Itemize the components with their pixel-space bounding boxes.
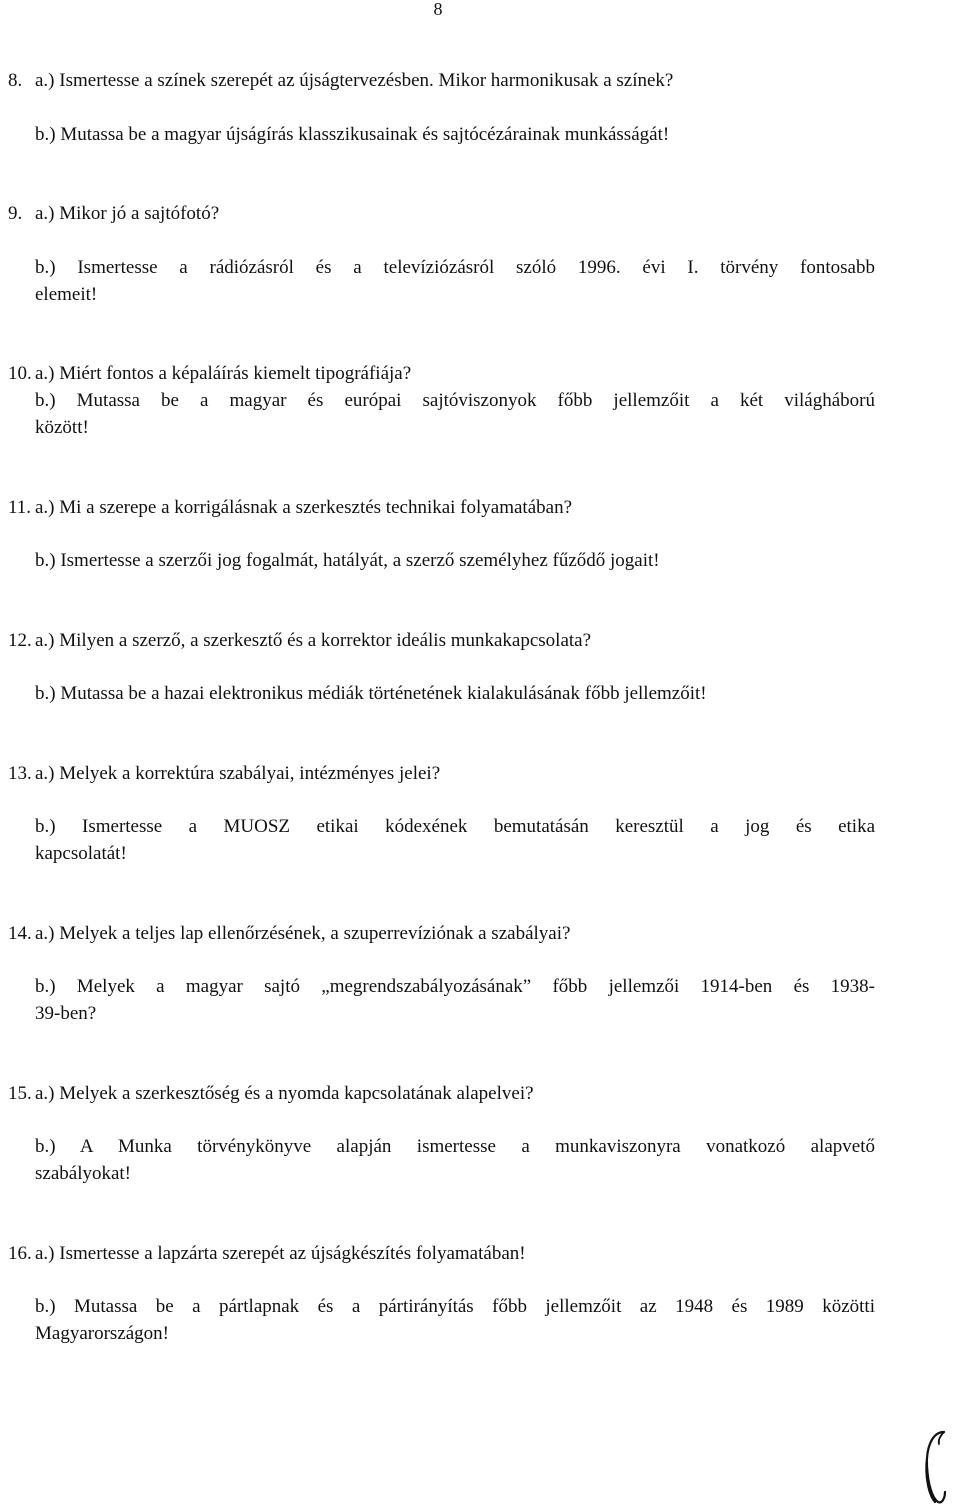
question-part-b [35, 254, 875, 308]
page-number: 8 [433, 0, 443, 19]
question-part-b [35, 1133, 875, 1187]
question-part-b-line-2: között! [35, 417, 89, 438]
question-part-b [35, 387, 875, 441]
question-number: 10. [8, 363, 32, 384]
question-part-a: a.) Mi a szerepe a korrigálásnak a szerkesztés technikai folyamatában? [35, 497, 573, 518]
question-part-a: a.) Ismertesse a lapzárta szerepét az újságkészítés folyamatában! [35, 1243, 526, 1264]
question-part-b-line-1: b.) Melyek a magyar sajtó „megrendszabályozásának” főbb jellemzői 1914-ben és 1938- [35, 976, 875, 997]
question-part-b-line-1: b.) A Munka törvénykönyve alapján ismertesse a munkaviszonyra vonatkozó alapvető [35, 1136, 875, 1157]
question-part-b-line-1: b.) Mutassa be a magyar és európai sajtóviszonyok főbb jellemzőit a két világháború [35, 390, 875, 411]
question-number: 15. [8, 1083, 32, 1104]
question-part-b [35, 973, 875, 1027]
question-part-b-line-1: b.) Ismertesse a MUOSZ etikai kódexének bemutatásán keresztül a jog és etika [35, 816, 875, 837]
question-part-b-line-1: b.) Ismertesse a rádiózásról és a televíziózásról szóló 1996. évi I. törvény fontosabb [35, 257, 875, 278]
question-part-b-line-1: b.) Mutassa be a pártlapnak és a pártirányítás főbb jellemzőit az 1948 és 1989 közötti [35, 1296, 875, 1317]
question-number: 9. [8, 203, 23, 224]
question-part-a: a.) Ismertesse a színek szerepét az újságtervezésben. Mikor harmonikusak a színek? [35, 70, 674, 91]
question-number: 8. [8, 70, 23, 91]
question-part-a: a.) Melyek a teljes lap ellenőrzésének, a szuperrevíziónak a szabályai? [35, 923, 571, 944]
question-part-b: b.) Mutassa be a magyar újságírás klasszikusainak és sajtócézárainak munkásságát! [35, 124, 670, 145]
question-part-b: b.) Ismertesse a szerzői jog fogalmát, hatályát, a szerző személyhez fűződő jogait! [35, 550, 660, 571]
question-number: 14. [8, 923, 32, 944]
question-part-a: a.) Miért fontos a képaláírás kiemelt tipográfiája? [35, 363, 412, 384]
question-part-a: a.) Melyek a korrektúra szabályai, intézményes jelei? [35, 763, 441, 784]
handwritten-signature [918, 1428, 958, 1506]
question-part-a: a.) Milyen a szerző, a szerkesztő és a korrektor ideális munkakapcsolata? [35, 630, 592, 651]
question-number: 11. [8, 497, 32, 518]
question-part-a: a.) Melyek a szerkesztőség és a nyomda kapcsolatának alapelvei? [35, 1083, 534, 1104]
question-part-b-line-2: Magyarországon! [35, 1323, 170, 1344]
question-part-b [35, 813, 875, 867]
question-part-b-line-2: 39-ben? [35, 1003, 97, 1024]
question-part-b: b.) Mutassa be a hazai elektronikus médiák történetének kialakulásának főbb jellemzőit! [35, 683, 707, 704]
question-part-b-line-2: szabályokat! [35, 1163, 132, 1184]
question-number: 13. [8, 763, 32, 784]
question-part-b-line-2: elemeit! [35, 284, 98, 305]
question-part-a: a.) Mikor jó a sajtófotó? [35, 203, 220, 224]
question-number: 12. [8, 630, 32, 651]
question-number: 16. [8, 1243, 32, 1264]
question-part-b-line-2: kapcsolatát! [35, 843, 127, 864]
question-part-b [35, 1293, 875, 1347]
